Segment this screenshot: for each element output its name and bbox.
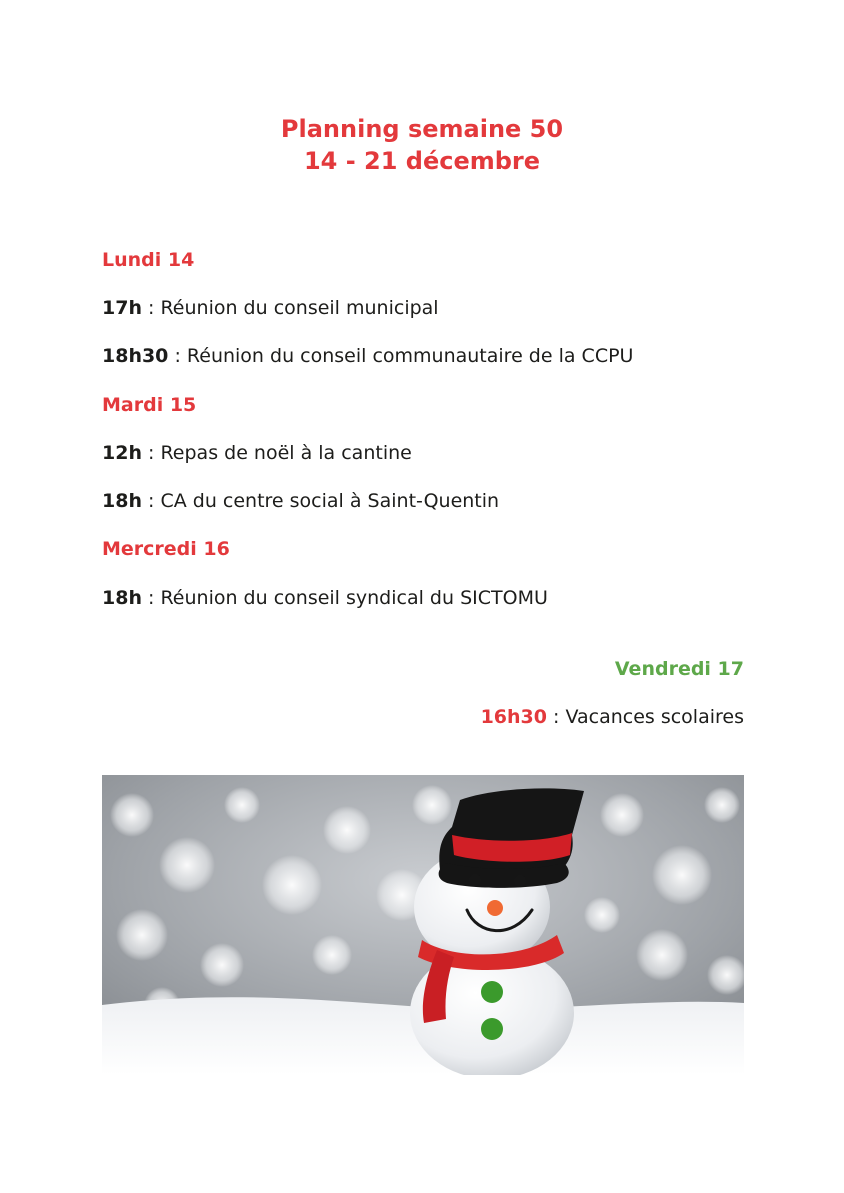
event-separator: : [168, 345, 187, 367]
event-time: 18h [102, 587, 142, 609]
event-wednesday-1 [102, 584, 548, 612]
event-separator: : [141, 490, 161, 512]
event-text: Réunion du conseil syndical du SICTOMU [160, 587, 548, 609]
day-heading-monday: Lundi 14 [102, 249, 195, 271]
day-heading-tuesday: Mardi 15 [102, 394, 197, 416]
event-text: Repas de noël à la cantine [160, 442, 412, 464]
button-top [481, 981, 503, 1003]
event-monday-2 [102, 342, 633, 370]
day-heading-friday: Vendredi 17 [614, 658, 744, 680]
nose [487, 900, 503, 916]
event-time: 18h30 [102, 345, 169, 367]
event-text: Vacances scolaires [565, 706, 744, 728]
event-time: 16h30 [480, 706, 547, 728]
event-time: 12h [102, 442, 142, 464]
eye-right [514, 875, 526, 887]
event-time: 18h [102, 490, 142, 512]
event-time: 17h [102, 297, 142, 319]
day-heading-wednesday: Mercredi 16 [102, 538, 230, 560]
event-text: CA du centre social à Saint-Quentin [160, 490, 500, 512]
event-tuesday-1 [102, 439, 412, 467]
event-text: Réunion du conseil communautaire de la CCPU [186, 345, 634, 367]
snowman-photo [102, 775, 744, 1075]
event-friday-1 [481, 703, 744, 731]
event-tuesday-2 [102, 487, 499, 515]
event-separator: : [546, 706, 566, 728]
event-separator: : [141, 442, 161, 464]
event-text: Réunion du conseil municipal [160, 297, 439, 319]
button-bottom [481, 1018, 503, 1040]
title-line-2: 14 - 21 décembre [303, 147, 541, 175]
eye-left [469, 874, 481, 886]
title-line-1: Planning semaine 50 [280, 115, 564, 143]
event-separator: : [141, 587, 161, 609]
event-separator: : [141, 297, 161, 319]
event-monday-1 [102, 294, 439, 322]
